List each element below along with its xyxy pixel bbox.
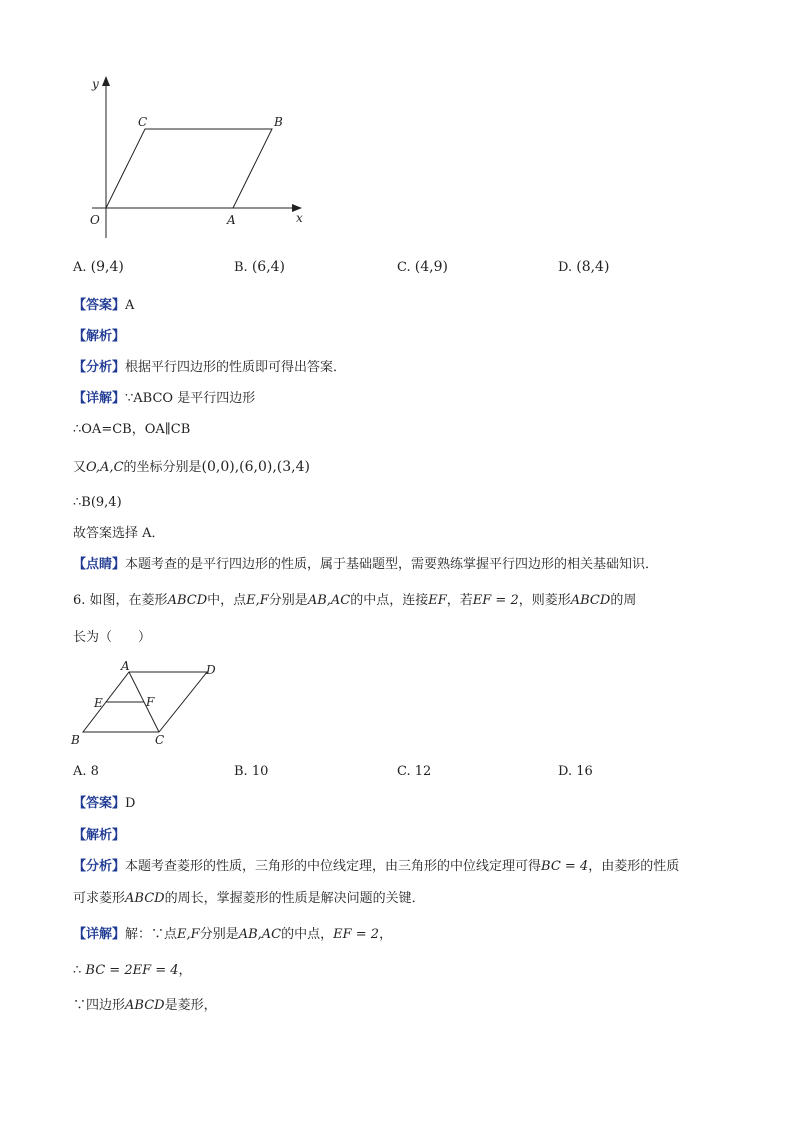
q5-option-a: A. (9,4) (73, 259, 124, 275)
parallelogram-ocba (106, 129, 272, 208)
q6-stem-line-1: 6. 如图，在菱形ABCD中，点E,F分别是AB,AC的中点，连接EF，若EF = 2，则菱形ABCD的周 (73, 593, 637, 608)
rhombus-label-c: C (155, 733, 165, 747)
point-label-c: C (138, 115, 148, 129)
q5-answer: 【答案】A (73, 298, 135, 313)
parallelogram-figure (70, 72, 320, 242)
q6-answer: 【答案】D (73, 796, 136, 811)
q5-dianjing: 【点睛】本题考查的是平行四边形的性质，属于基础题型，需要熟练掌握平行四边形的相关基础知识． (73, 557, 659, 572)
q5-analysis-heading: 【解析】 (73, 329, 126, 344)
q6-fenxi-line-2: 可求菱形ABCD的周长，掌握菱形的性质是解决问题的关键． (73, 891, 425, 906)
rhombus-label-b: B (71, 733, 80, 747)
q5-step-2: 又O,A,C的坐标分别是(0,0),(6,0),(3,4) (73, 459, 310, 475)
q6-option-b: B. 10 (234, 764, 269, 779)
q6-option-d: D. 16 (558, 764, 593, 779)
q5-step-3: ∴B(9,4) (73, 495, 122, 510)
rhombus-label-d: D (206, 663, 216, 677)
q6-fenxi-line-1: 【分析】本题考查菱形的性质，三角形的中位线定理，由三角形的中位线定理可得BC = 4，由菱形的性质 (73, 859, 680, 874)
q6-xiangjie: 【详解】解：∵点E,F分别是AB,AC的中点，EF = 2， (73, 927, 393, 942)
q5-option-c: C. (4,9) (397, 259, 448, 275)
rhombus-figure (66, 660, 226, 752)
point-label-a: A (227, 213, 236, 227)
x-axis-label: x (296, 211, 303, 225)
q5-step-4: 故答案选择 A． (73, 526, 165, 541)
q6-stem-line-2: 长为（ ） (73, 630, 152, 645)
point-label-o: O (90, 213, 100, 227)
rhombus-label-f: F (146, 695, 155, 709)
q5-option-d: D. (8,4) (558, 259, 610, 275)
y-axis-label: y (92, 77, 99, 91)
rhombus-label-a: A (121, 660, 130, 673)
q6-option-c: C. 12 (397, 764, 432, 779)
q6-step-1: ∴ BC = 2EF = 4， (73, 963, 192, 978)
q6-analysis-heading: 【解析】 (73, 828, 126, 843)
q5-xiangjie: 【详解】∵ABCO 是平行四边形 (73, 391, 256, 406)
q5-fenxi: 【分析】根据平行四边形的性质即可得出答案． (73, 360, 347, 375)
q6-step-2: ∵四边形ABCD是菱形， (73, 998, 217, 1013)
y-axis-arrow (102, 76, 110, 86)
q6-option-a: A. 8 (73, 764, 99, 779)
q5-option-b: B. (6,4) (234, 259, 286, 275)
q5-step-1: ∴OA=CB，OA∥CB (73, 422, 191, 437)
point-label-b: B (274, 115, 283, 129)
rhombus-label-e: E (94, 696, 103, 710)
